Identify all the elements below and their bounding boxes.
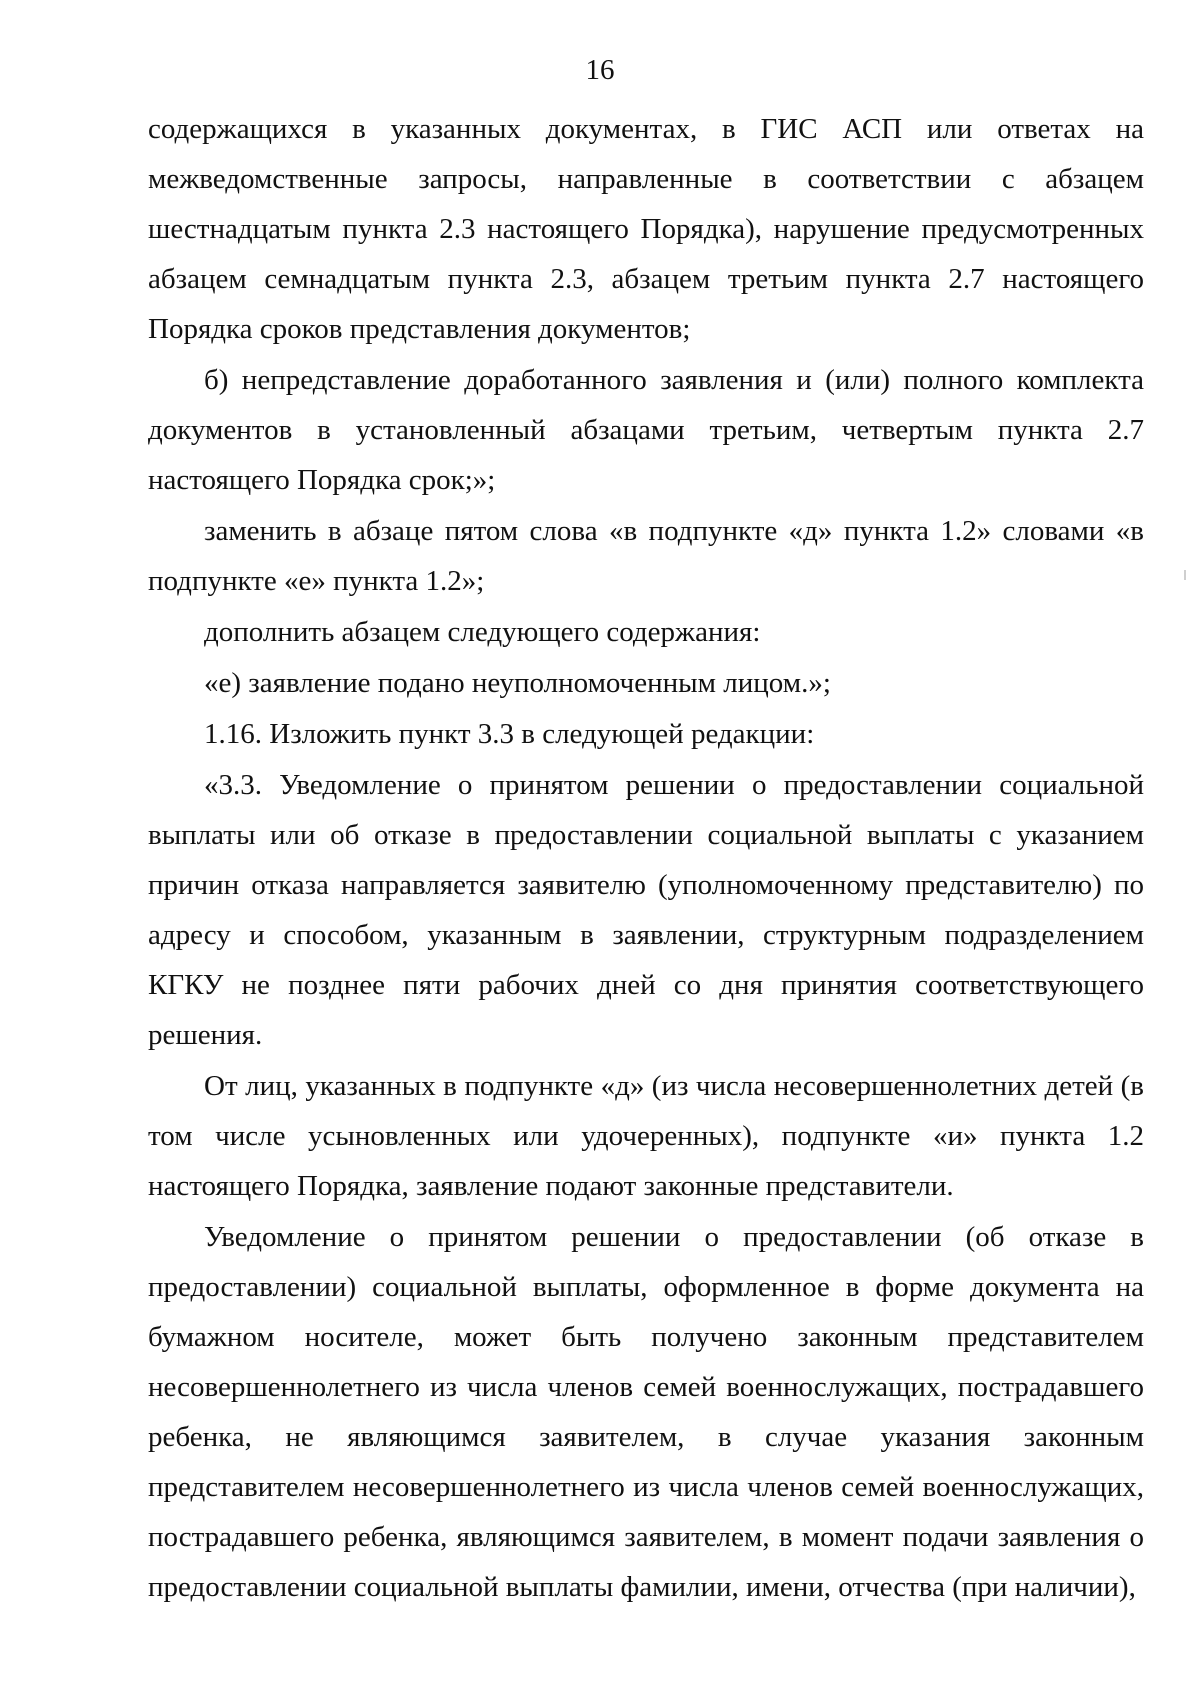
paragraph-item-b: б) непредставление доработанного заявления и (или) полного комплекта документов в установленный абзацами третьим, четвертым пункта 2.7 настоящего Порядка срок;»;: [148, 364, 1144, 496]
scan-mark: [1184, 570, 1186, 580]
paragraph-item-e: «е) заявление подано неуполномоченным лицом.»;: [204, 667, 831, 699]
paragraph-clause-3-3: «3.3. Уведомление о принятом решении о предоставлении социальной выплаты или об отказе в предоставлении социальной выплаты с указанием причин отказа направляется заявителю (уполномоченному представителю) по адресу и способом, указанным в заявлении, структурным подразделением КГКУ не позднее пяти рабочих дней со дня принятия соответствующего решения.: [148, 769, 1144, 1051]
paragraph-add-clause: дополнить абзацем следующего содержания:: [204, 616, 761, 648]
paragraph-legal-representatives: От лиц, указанных в подпункте «д» (из числа несовершеннолетних детей (в том числе усыновленных или удочеренных), подпункте «и» пункта 1.2 настоящего Порядка, заявление подают законные представители.: [148, 1070, 1144, 1202]
paragraph-notification: Уведомление о принятом решении о предоставлении (об отказе в предоставлении) социальной выплаты, оформленное в форме документа на бумажном носителе, может быть получено законным представителем несовершеннолетнего из числа членов семей военнослужащих, пострадавшего ребенка, не являющимся заявителем, в случае указания законным представителем несовершеннолетнего из числа членов семей военнослужащих, пострадавшего ребенка, являющимся заявителем, в момент подачи заявления о предоставлении социальной выплаты фамилии, имени, отчества (при наличии),: [148, 1221, 1144, 1603]
paragraph-replace-words: заменить в абзаце пятом слова «в подпункте «д» пункта 1.2» словами «в подпункте «е» пункта 1.2»;: [148, 515, 1144, 597]
paragraph-continuation: содержащихся в указанных документах, в ГИС АСП или ответах на межведомственные запросы, направленные в соответствии с абзацем шестнадцатым пункта 2.3 настоящего Порядка), нарушение предусмотренных абзацем семнадцатым пункта 2.3, абзацем третьим пункта 2.7 настоящего Порядка сроков представления документов;: [148, 113, 1144, 345]
paragraph-section-1-16: 1.16. Изложить пункт 3.3 в следующей редакции:: [204, 718, 815, 750]
page-number: 16: [585, 54, 615, 86]
document-body: [148, 104, 1144, 1612]
